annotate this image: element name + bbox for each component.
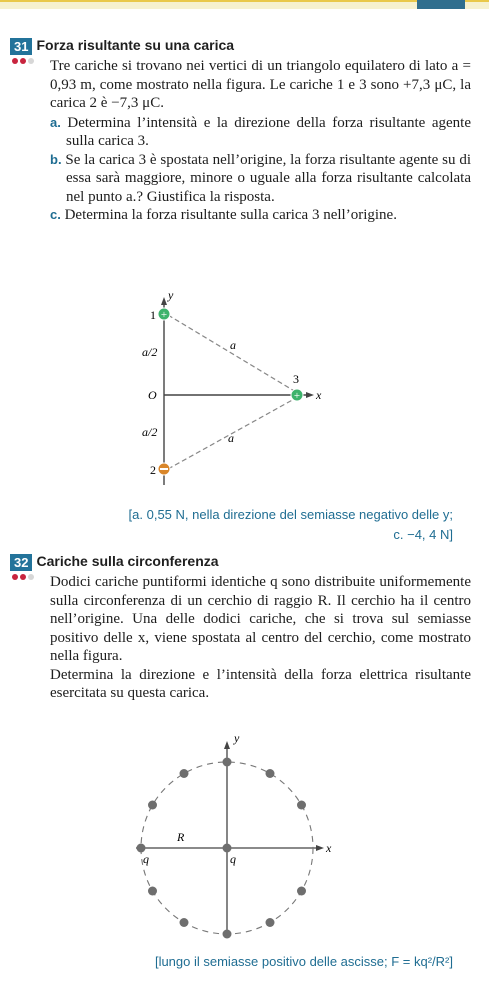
exercise-intro: Dodici cariche puntiformi identiche q sono distribuite uniformemente sulla circonferenza di un cerchio di raggio R. Il cerchio ha il centro nell’origine. Una delle dodici cariche, che si trova sul semiasse positivo delle x, viene spostata al centro del cerchio, come mostrato nella figura. xyxy=(50,574,471,664)
exercise-32-body xyxy=(50,573,471,703)
difficulty-indicator xyxy=(12,58,36,64)
charge-3-label: 3 xyxy=(293,372,299,386)
x-axis-arrow xyxy=(306,392,314,398)
exercise-31-answer: [a. 0,55 N, nella direzione del semiasse negativo delle y; c. −4, 4 N] xyxy=(128,507,453,542)
half-side-bottom-label: a/2 xyxy=(142,425,158,439)
charge-2-label: 2 xyxy=(150,463,156,477)
exercise-title: Forza risultante su una carica xyxy=(36,37,235,53)
svg-text:+: + xyxy=(293,390,301,402)
side-bottom-label: a xyxy=(228,431,234,445)
side-top-label: a xyxy=(230,338,236,352)
exercise-intro: Tre cariche si trovano nei vertici di un triangolo equilatero di lato a = 0,93 m, come mostrato nella figura. Le cariche 1 e 3 sono +7,3 μC, la carica 2 è −7,3 μC. xyxy=(50,58,471,111)
y-axis-label: y xyxy=(234,735,240,745)
radius-label: R xyxy=(177,830,185,844)
exercise-number: 32 xyxy=(10,554,32,571)
x-axis-label: x xyxy=(326,841,332,855)
question-a: a. Determina l’intensità e la direzione della forza risultante agente sulla carica 3. xyxy=(50,114,472,149)
y-axis-arrow xyxy=(161,297,167,305)
exercise-32-answer: [lungo il semiasse positivo delle ascisse; F = kq²/R²] xyxy=(154,954,453,969)
svg-text:+: + xyxy=(160,309,168,321)
exercise-31-header xyxy=(10,37,234,56)
question-b: b. Se la carica 3 è spostata nell’origine, la forza risultante agente su di essa sarà maggiore, minore o uguale alla forza risultante calcolata nel punto a.? Giustifica la risposta. xyxy=(50,151,472,205)
charge-1-label: 1 xyxy=(150,308,156,322)
y-axis-arrow xyxy=(224,741,230,749)
origin-label: O xyxy=(148,388,157,402)
x-axis-arrow xyxy=(316,845,324,851)
y-axis-label: y xyxy=(168,288,174,302)
exercise-question: Determina la direzione e l’intensità della forza elettrica risultante esercitata su questa carica. xyxy=(50,666,471,701)
exercise-number: 31 xyxy=(10,38,32,55)
triangle-figure xyxy=(120,285,340,490)
exercise-31-body xyxy=(50,57,471,225)
exercise-32-header xyxy=(10,553,219,572)
question-c: c. Determina la forza risultante sulla carica 3 nell’origine. xyxy=(50,207,397,223)
half-side-top-label: a/2 xyxy=(142,345,158,359)
difficulty-indicator xyxy=(12,574,36,580)
x-axis-label: x xyxy=(316,388,322,402)
circle-figure xyxy=(130,735,340,945)
page-top-band xyxy=(0,0,489,9)
charge-left-label: q xyxy=(143,852,149,866)
charge-center-label: q xyxy=(230,852,236,866)
exercise-title: Cariche sulla circonferenza xyxy=(36,553,219,569)
triangle-side-top xyxy=(168,315,296,392)
